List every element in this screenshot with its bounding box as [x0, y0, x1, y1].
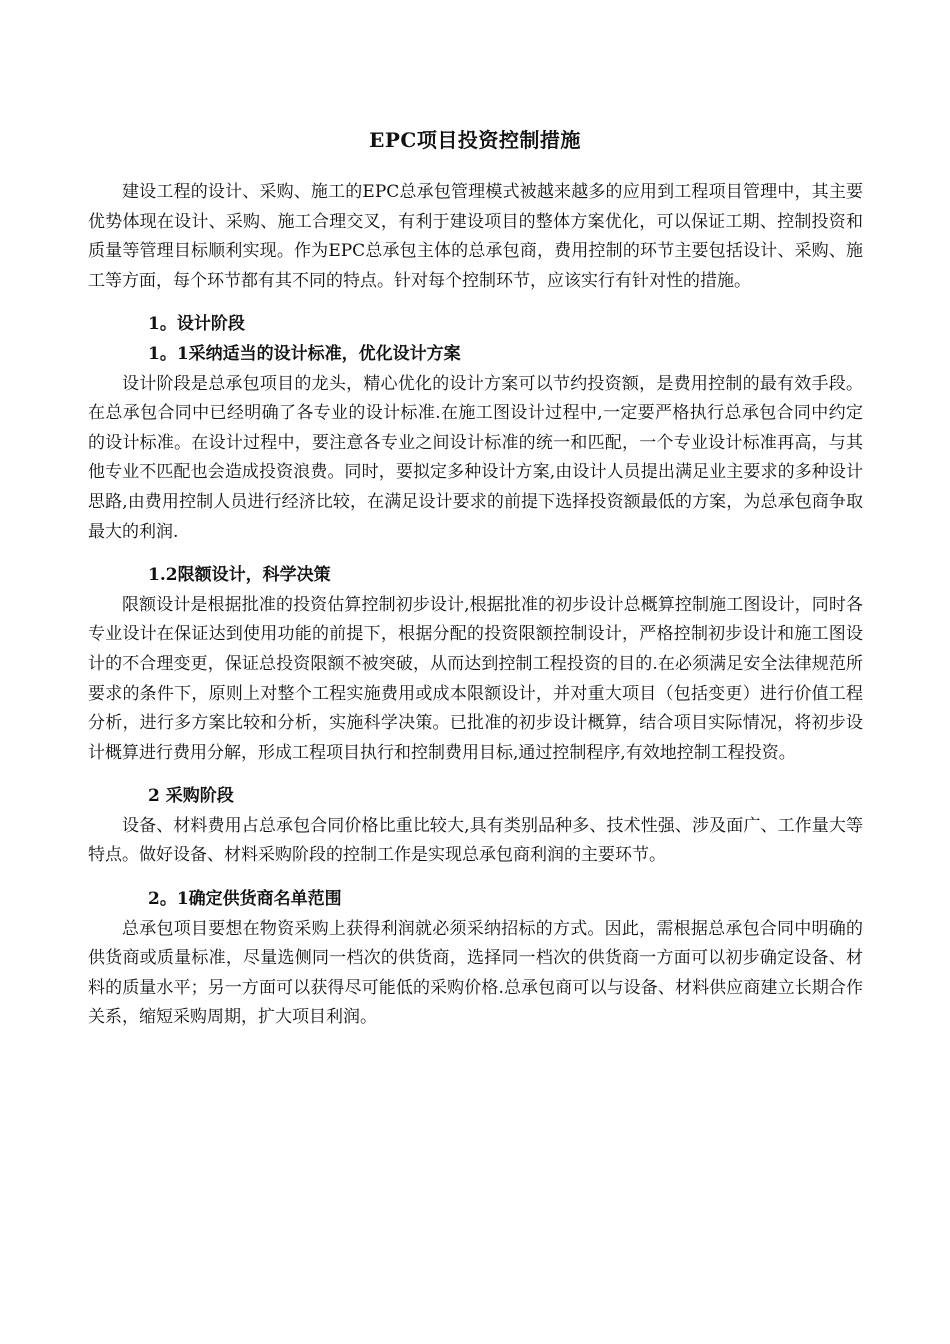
spacer	[88, 768, 863, 782]
section-2-1-paragraph: 总承包项目要想在物资采购上获得利润就必须采纳招标的方式。因此，需根据总承包合同中明确的供货商或质量标准，尽量选侧同一档次的供货商，选择同一档次的供货商一方面可以初步确定设备、材料的质量水平；另一方面可以获得尽可能低的采购价格.总承包商可以与设备、材料供应商建立长期合作关系，缩短采购周期，扩大项目利润。	[88, 918, 863, 1028]
intro-paragraph: 建设工程的设计、采购、施工的EPC总承包管理模式被越来越多的应用到工程项目管理中，其主要优势体现在设计、采购、施工合理交叉，有利于建设项目的整体方案优化，可以保证工期、控制投资和质量等管理目标顺利实现。作为EPC总承包主体的总承包商，费用控制的环节主要包括设计、采购、施工等方面，每个环节都有其不同的特点。针对每个控制环节，应该实行有针对性的措施。	[88, 182, 863, 291]
spacer	[88, 871, 863, 885]
section-1-2-paragraph: 限额设计是根据批准的投资估算控制初步设计,根据批准的初步设计总概算控制施工图设计，同时各专业设计在保证达到使用功能的前提下，根据分配的投资限额控制设计，严格控制初步设计和施工图设计的不合理变更，保证总投资限额不被突破，从而达到控制工程投资的目的.在必须满足安全法律规范所要求的条件下，原则上对整个工程实施费用或成本限额设计，并对重大项目（包括变更）进行价值工程分析，进行多方案比较和分析，实施科学决策。已批准的初步设计概算，结合项目实际情况，将初步设计概算进行费用分解，形成工程项目执行和控制费用目标,通过控制程序,有效地控制工程投资。	[88, 594, 863, 763]
section-1-1-heading: 1。1采纳适当的设计标准，优化设计方案	[148, 343, 461, 364]
section-1-2-heading: 1.2限额设计，科学决策	[148, 565, 331, 586]
section-2-paragraph: 设备、材料费用占总承包合同价格比重比较大,具有类别品种多、技术性强、涉及面广、工作量大等特点。做好设备、材料采购阶段的控制工作是实现总承包商利润的主要环节。	[88, 815, 863, 866]
document-body	[88, 178, 863, 1033]
section-2-1-heading: 2。1确定供货商名单范围	[148, 889, 342, 910]
spacer	[88, 296, 863, 310]
document-title: EPC项目投资控制措施	[369, 128, 581, 152]
section-1-heading: 1。设计阶段	[148, 314, 245, 335]
spacer	[88, 547, 863, 561]
section-1-1-paragraph: 设计阶段是总承包项目的龙头，精心优化的设计方案可以节约投资额，是费用控制的最有效手段。在总承包合同中已经明确了各专业的设计标准.在施工图设计过程中,一定要严格执行总承包合同中约定的设计标准。在设计过程中，要注意各专业之间设计标准的统一和匹配，一个专业设计标准再高，与其他专业不匹配也会造成投资浪费。同时，要拟定多种设计方案,由设计人员提出满足业主要求的多种设计思路,由费用控制人员进行经济比较，在满足设计要求的前提下选择投资额最低的方案，为总承包商争取最大的利润.	[88, 373, 863, 542]
section-2-heading: 2 采购阶段	[148, 786, 234, 807]
